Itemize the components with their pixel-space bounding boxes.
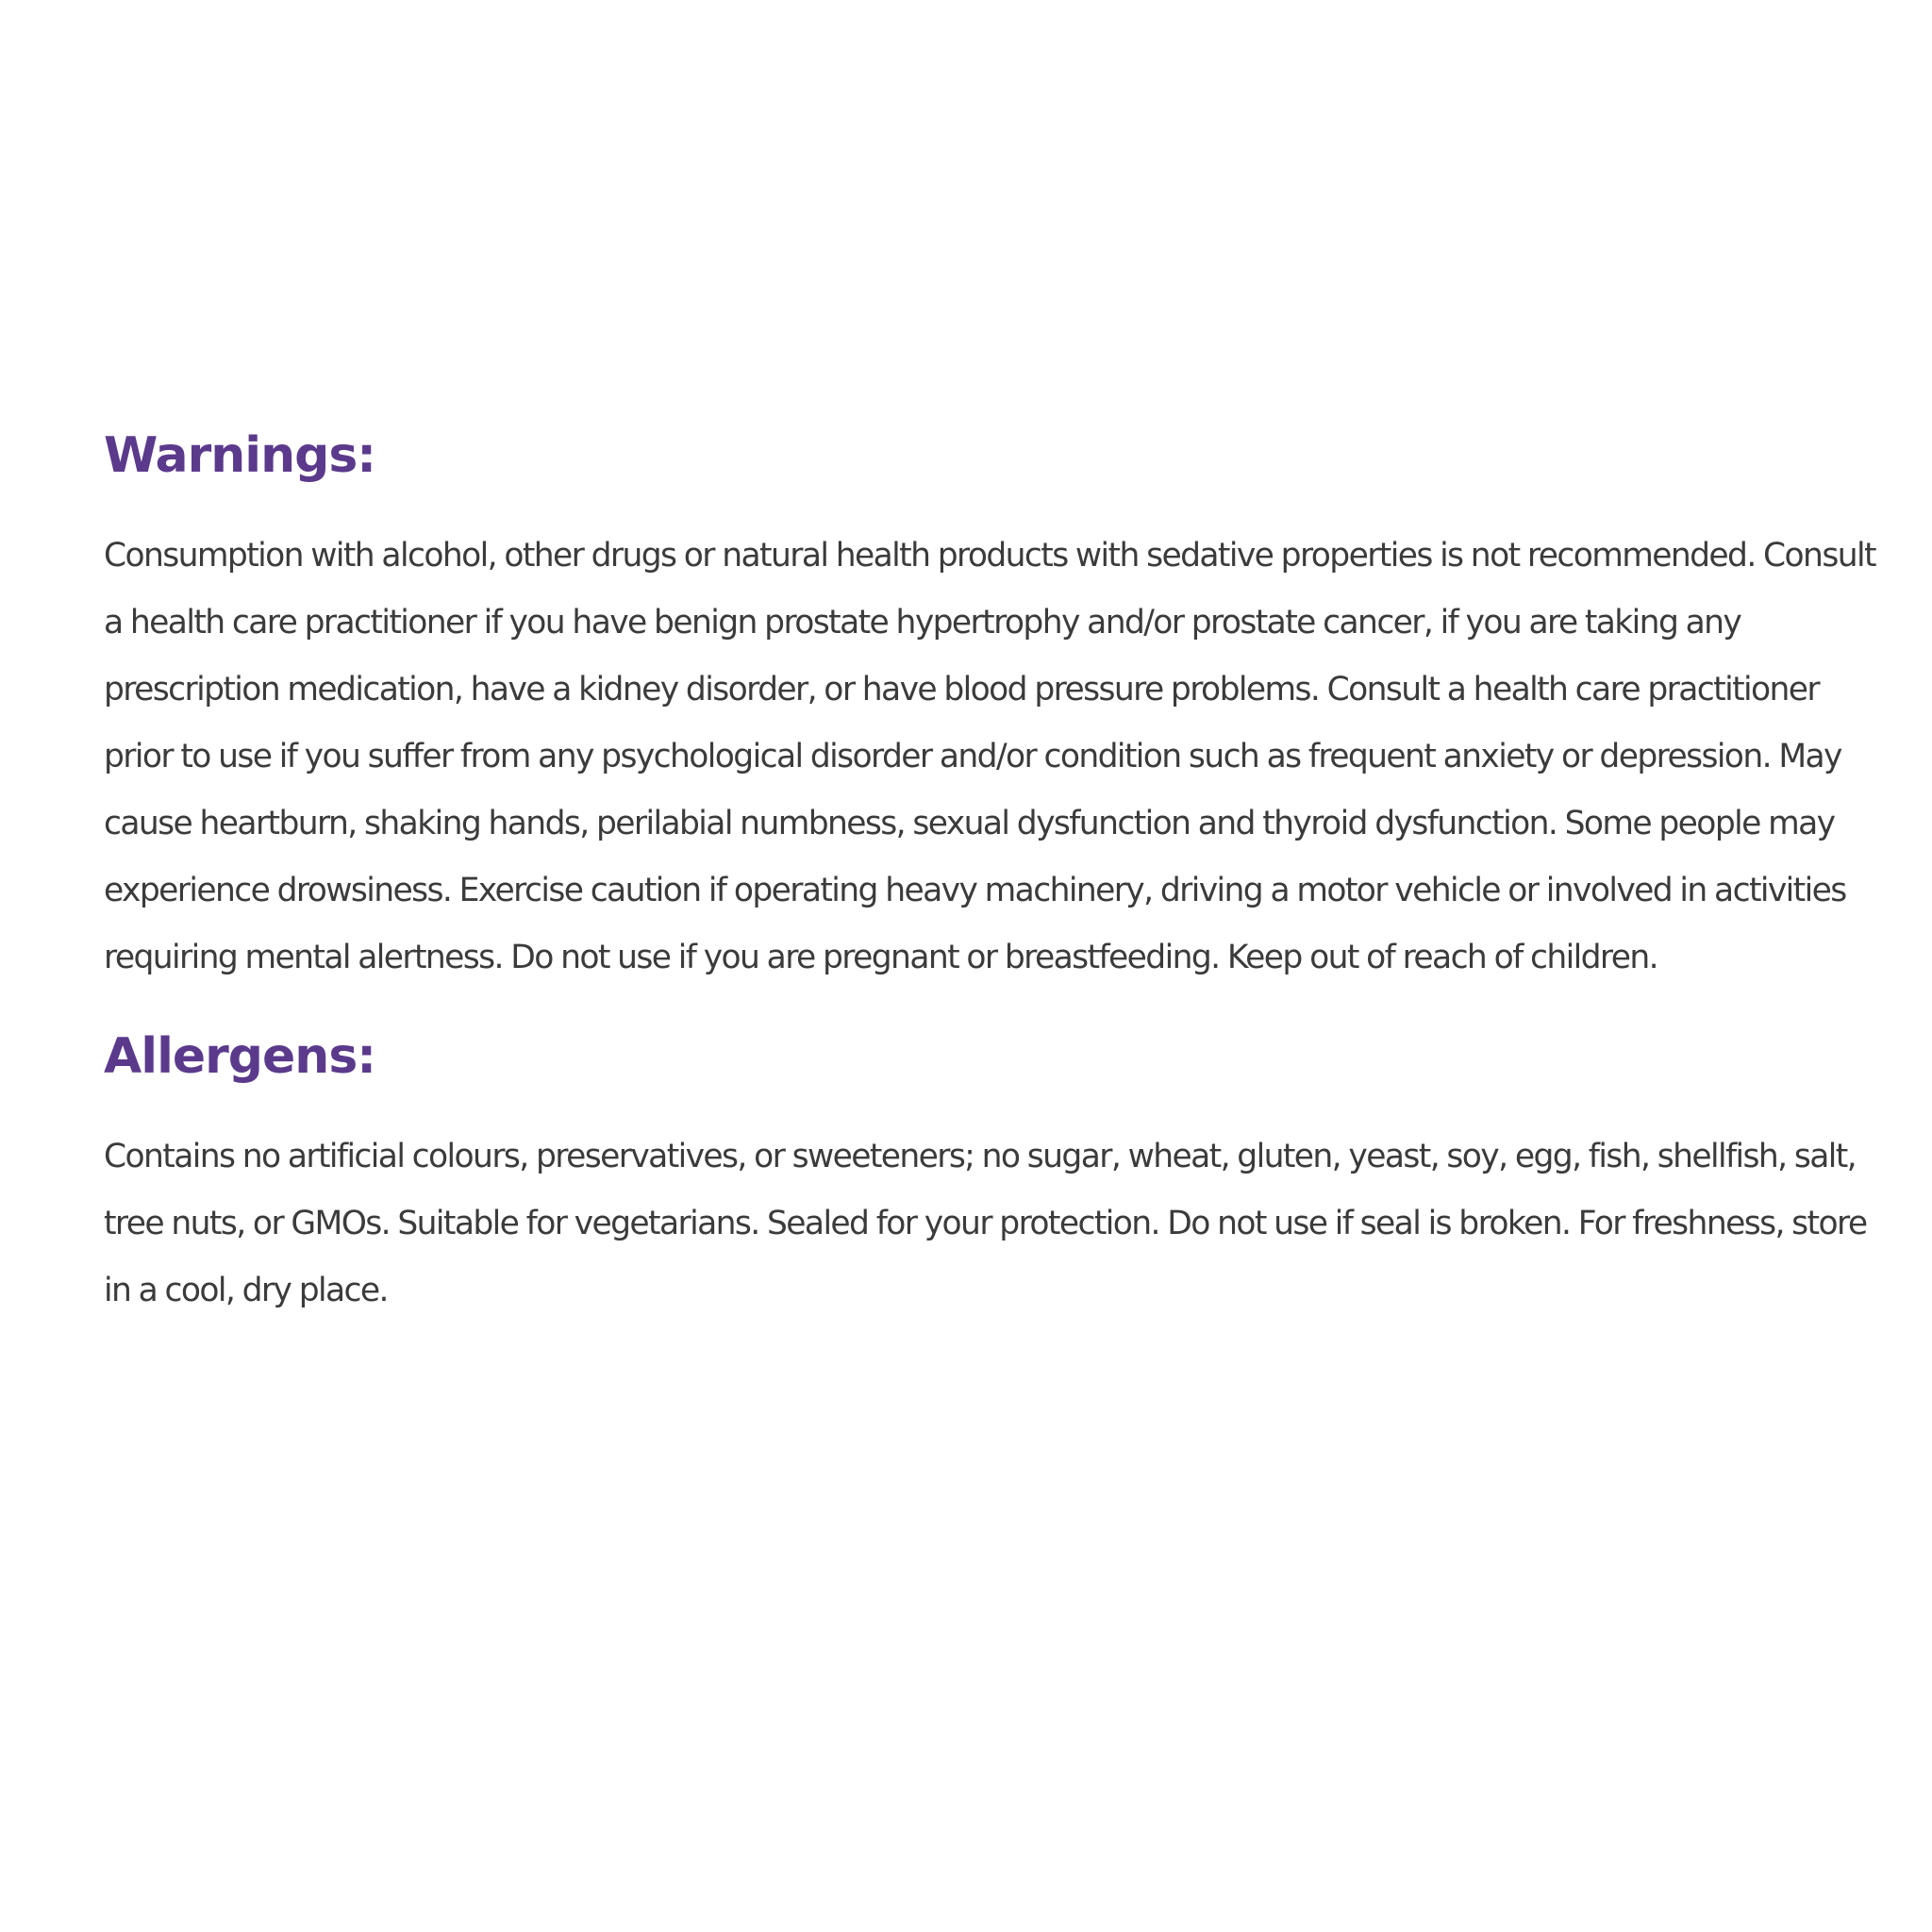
allergens-text: Contains no artificial colours, preservatives, or sweeteners; no sugar, wheat, gluten, yeast, soy, egg, fish, shellfish, salt, tree nuts, or GMOs. Suitable for vegetarians. Sealed for your protection. Do not use if seal is broken. For freshness, store in a cool, dry place. [104,1138,1867,1309]
product-info-content [104,413,1877,1324]
warnings-text: Consumption with alcohol, other drugs or natural health products with sedative properties is not recommended. Consult a health care practitioner if you have benign prostate hypertrophy and/or prostate cancer, if you are taking any prescription medication, have a kidney disorder, or have blood pressure problems. Consult a health care practitioner prior to use if you suffer from any psychological disorder and/or condition such as frequent anxiety or depression. May cause heartburn, shaking hands, perilabial numbness, sexual dysfunction and thyroid dysfunction. Some people may experience drowsiness. Exercise caution if operating heavy machinery, driving a motor vehicle or involved in activities requiring mental alertness. Do not use if you are pregnant or breastfeeding. Keep out of reach of children. [104,537,1875,976]
allergens-heading: Allergens: [104,1028,376,1085]
warnings-heading: Warnings: [104,427,376,484]
